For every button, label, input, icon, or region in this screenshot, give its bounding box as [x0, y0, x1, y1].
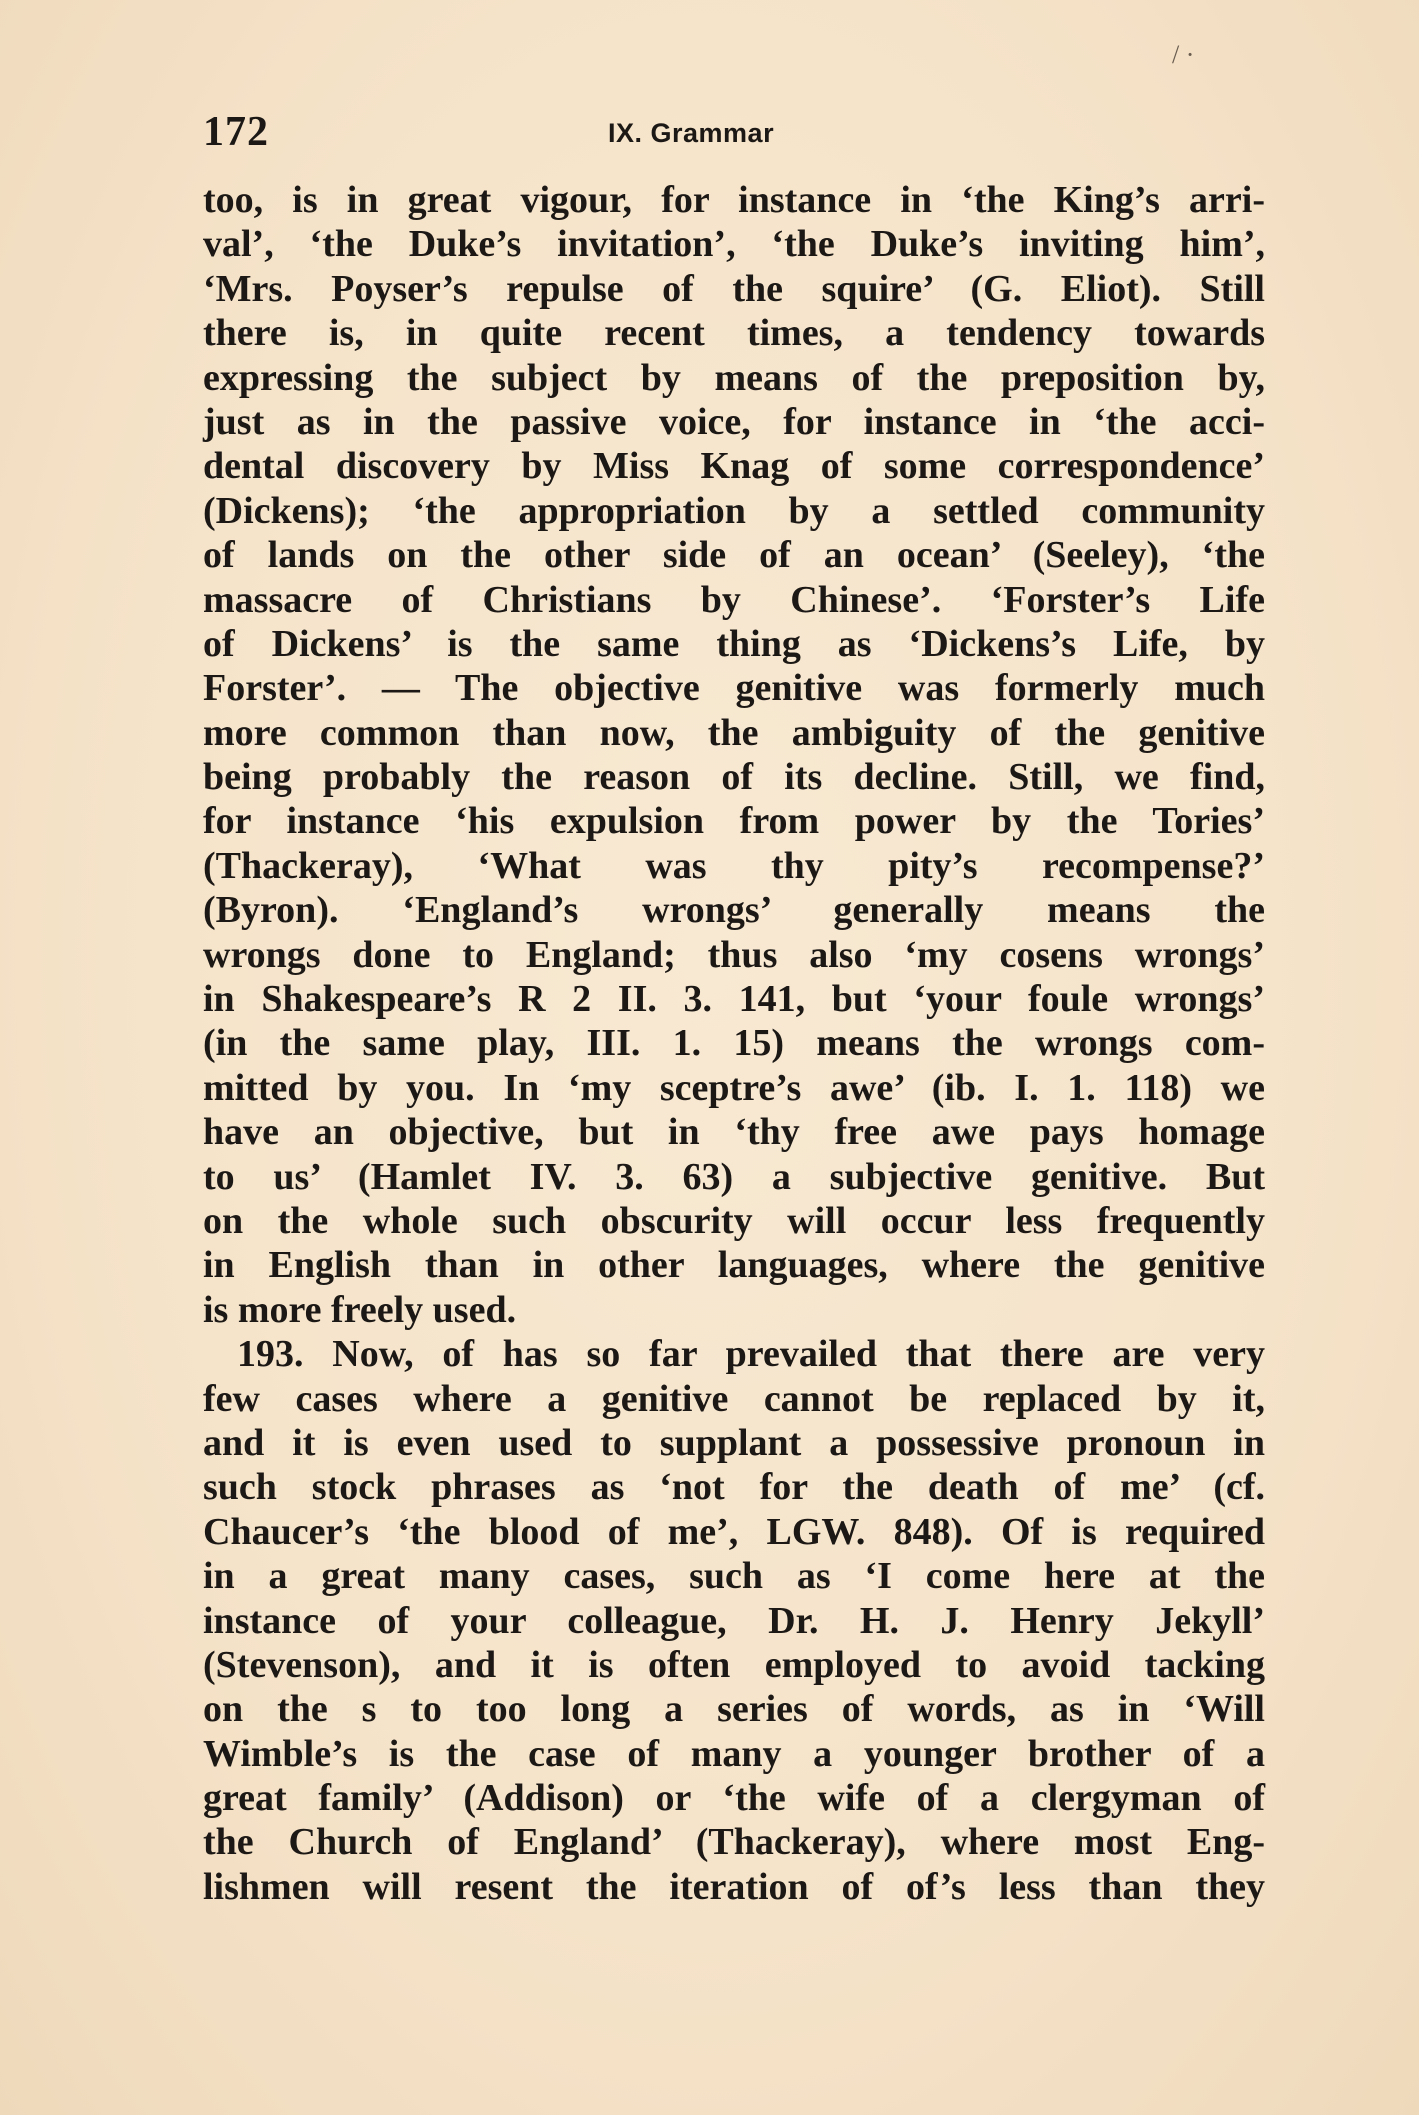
- text-line: (Byron). ‘England’s wrongs’ generally means the: [203, 889, 1265, 932]
- text-line: such stock phrases as ‘not for the death of me’ (cf.: [203, 1466, 1265, 1509]
- text-line: being probably the reason of its decline. Still, we find,: [203, 756, 1265, 799]
- text-line: and it is even used to supplant a possessive pronoun in: [203, 1421, 1265, 1464]
- text-line: is more freely used.: [203, 1288, 517, 1331]
- text-line: the Church of England’ (Thackeray), where most Eng-: [203, 1821, 1265, 1864]
- text-line: of Dickens’ is the same thing as ‘Dickens’s Life, by: [203, 622, 1265, 665]
- text-line: (Dickens); ‘the appropriation by a settled community: [203, 489, 1265, 532]
- text-line: wrongs done to England; thus also ‘my cosens wrongs’: [203, 933, 1265, 976]
- text-line: instance of your colleague, Dr. H. J. Henry Jekyll’: [203, 1599, 1265, 1642]
- text-line: Chaucer’s ‘the blood of me’, LGW. 848). Of is required: [203, 1510, 1265, 1553]
- text-line: (in the same play, III. 1. 15) means the wrongs com-: [203, 1022, 1265, 1065]
- running-head: IX. Grammar: [608, 118, 775, 148]
- text-line: lishmen will resent the iteration of of’s less than they: [203, 1865, 1265, 1908]
- text-line: ‘Mrs. Poyser’s repulse of the squire’ (G. Eliot). Still: [203, 267, 1265, 310]
- text-line: Forster’. — The objective genitive was formerly much: [203, 667, 1265, 710]
- text-line: in a great many cases, such as ‘I come here at the: [203, 1555, 1265, 1598]
- text-line: on the s to too long a series of words, as in ‘Will: [203, 1688, 1265, 1731]
- text-line: to us’ (Hamlet IV. 3. 63) a subjective genitive. But: [203, 1155, 1265, 1198]
- text-line: Wimble’s is the case of many a younger brother of a: [203, 1732, 1265, 1775]
- text-line: for instance ‘his expulsion from power by the Tories’: [203, 800, 1265, 843]
- text-line: (Stevenson), and it is often employed to avoid tacking: [203, 1643, 1265, 1686]
- body-text: [203, 178, 1265, 1909]
- text-line: of lands on the other side of an ocean’ (Seeley), ‘the: [203, 534, 1265, 577]
- text-line: val’, ‘the Duke’s invitation’, ‘the Duke’s inviting him’,: [203, 223, 1265, 266]
- section-start-line: 193. Now, of has so far prevailed that there are very: [237, 1333, 1265, 1376]
- page-header: [203, 108, 1265, 168]
- text-line: there is, in quite recent times, a tendency towards: [203, 312, 1265, 355]
- text-line: (Thackeray), ‘What was thy pity’s recompense?’: [203, 844, 1265, 887]
- text-line: in English than in other languages, where the genitive: [203, 1244, 1265, 1287]
- text-line: more common than now, the ambiguity of the genitive: [203, 711, 1265, 754]
- text-line: great family’ (Addison) or ‘the wife of a clergyman of: [203, 1777, 1265, 1820]
- text-line: expressing the subject by means of the preposition by,: [203, 356, 1265, 399]
- text-line: have an objective, but in ‘thy free awe pays homage: [203, 1111, 1265, 1154]
- text-line: just as in the passive voice, for instance in ‘the acci-: [203, 400, 1265, 443]
- text-line: mitted by you. In ‘my sceptre’s awe’ (ib. I. 1. 118) we: [203, 1066, 1265, 1109]
- text-line: in Shakespeare’s R 2 II. 3. 141, but ‘your foule wrongs’: [203, 978, 1265, 1021]
- margin-mark: / ·: [1172, 40, 1195, 69]
- text-line: on the whole such obscurity will occur less frequently: [203, 1199, 1265, 1242]
- text-line: few cases where a genitive cannot be replaced by it,: [203, 1377, 1265, 1420]
- text-line: too, is in great vigour, for instance in ‘the King’s arri-: [203, 179, 1265, 221]
- text-line: dental discovery by Miss Knag of some correspondence’: [203, 445, 1265, 488]
- text-line: massacre of Christians by Chinese’. ‘Forster’s Life: [203, 578, 1265, 621]
- page-number: 172: [203, 109, 269, 155]
